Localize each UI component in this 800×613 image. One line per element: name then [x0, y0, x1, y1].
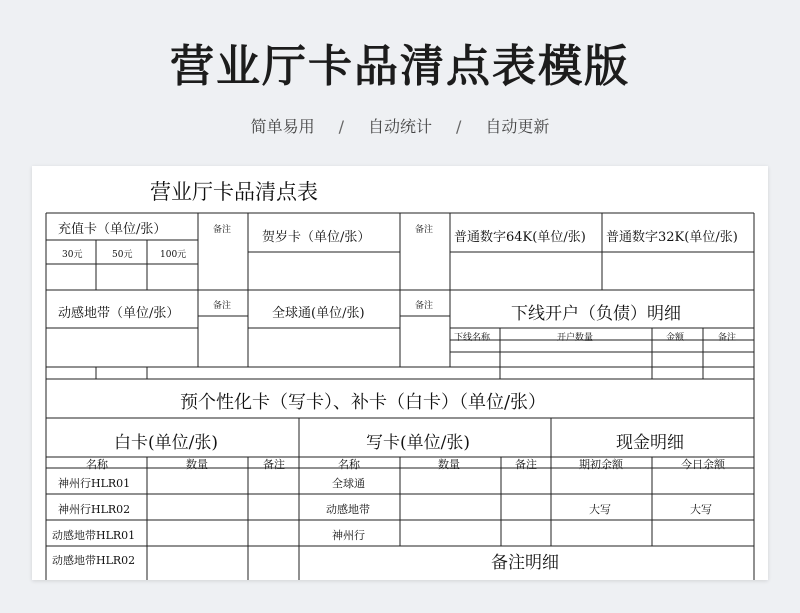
cash-capital-today: 大写	[690, 503, 712, 516]
separator: /	[338, 117, 344, 136]
denom-30: 30元	[62, 250, 83, 260]
offline-col-amount: 金额	[666, 333, 685, 343]
remark-label: 备注	[213, 225, 232, 235]
remark-label: 备注	[415, 225, 434, 235]
inventory-sheet	[32, 166, 768, 580]
white-col-count: 数量	[186, 458, 208, 471]
recharge-card-label: 充值卡（单位/张）	[58, 222, 167, 237]
write-col-count: 数量	[438, 458, 460, 471]
cash-col-opening: 期初余额	[579, 458, 623, 471]
dongan-card-label: 动感地带（单位/张）	[58, 306, 180, 321]
greeting-card-label: 贺岁卡（单位/张）	[262, 230, 371, 245]
remark-label: 备注	[415, 301, 434, 311]
denom-100: 100元	[160, 250, 187, 260]
notes-detail-label: 备注明细	[491, 553, 559, 573]
cash-col-today: 今日余额	[681, 458, 725, 471]
white-col-remark: 备注	[263, 458, 285, 471]
tag-easy: 简单易用	[250, 117, 315, 136]
global-card-label: 全球通(单位/张)	[272, 306, 365, 321]
offline-col-count: 开户数量	[557, 333, 594, 343]
sheet-title: 营业厅卡品清点表	[150, 180, 318, 204]
digit-64k-label: 普通数字64K(单位/张)	[454, 230, 586, 245]
offline-col-remark: 备注	[718, 333, 737, 343]
white-row-name: 神州行HLR01	[58, 477, 131, 490]
tag-auto-update: 自动更新	[485, 117, 550, 136]
page-title: 营业厅卡品清点表模版	[170, 41, 630, 92]
digit-32k-label: 普通数字32K(单位/张)	[606, 230, 738, 245]
write-card-label: 写卡(单位/张)	[366, 433, 470, 453]
prepersonal-card-label: 预个性化卡（写卡）、补卡（白卡）（单位/张）	[180, 392, 547, 413]
white-card-label: 白卡(单位/张)	[114, 433, 218, 453]
white-row-name: 动感地带HLR02	[52, 554, 136, 567]
white-row-name: 神州行HLR02	[58, 503, 131, 516]
write-row-name: 全球通	[332, 477, 365, 490]
cash-capital-opening: 大写	[589, 503, 611, 516]
tag-auto-stat: 自动统计	[367, 117, 432, 136]
denom-50: 50元	[112, 250, 133, 260]
subtitle	[0, 114, 800, 137]
white-col-name: 名称	[86, 458, 108, 471]
write-row-name: 神州行	[332, 529, 365, 542]
cash-detail-label: 现金明细	[616, 433, 684, 453]
offline-detail-label: 下线开户（负债）明细	[511, 304, 681, 324]
write-col-remark: 备注	[515, 458, 537, 471]
remark-label: 备注	[213, 301, 232, 311]
offline-col-name: 下线名称	[454, 333, 491, 343]
write-row-name: 动感地带	[326, 503, 370, 516]
write-col-name: 名称	[338, 458, 360, 471]
separator: /	[456, 117, 462, 136]
white-row-name: 动感地带HLR01	[52, 529, 136, 542]
